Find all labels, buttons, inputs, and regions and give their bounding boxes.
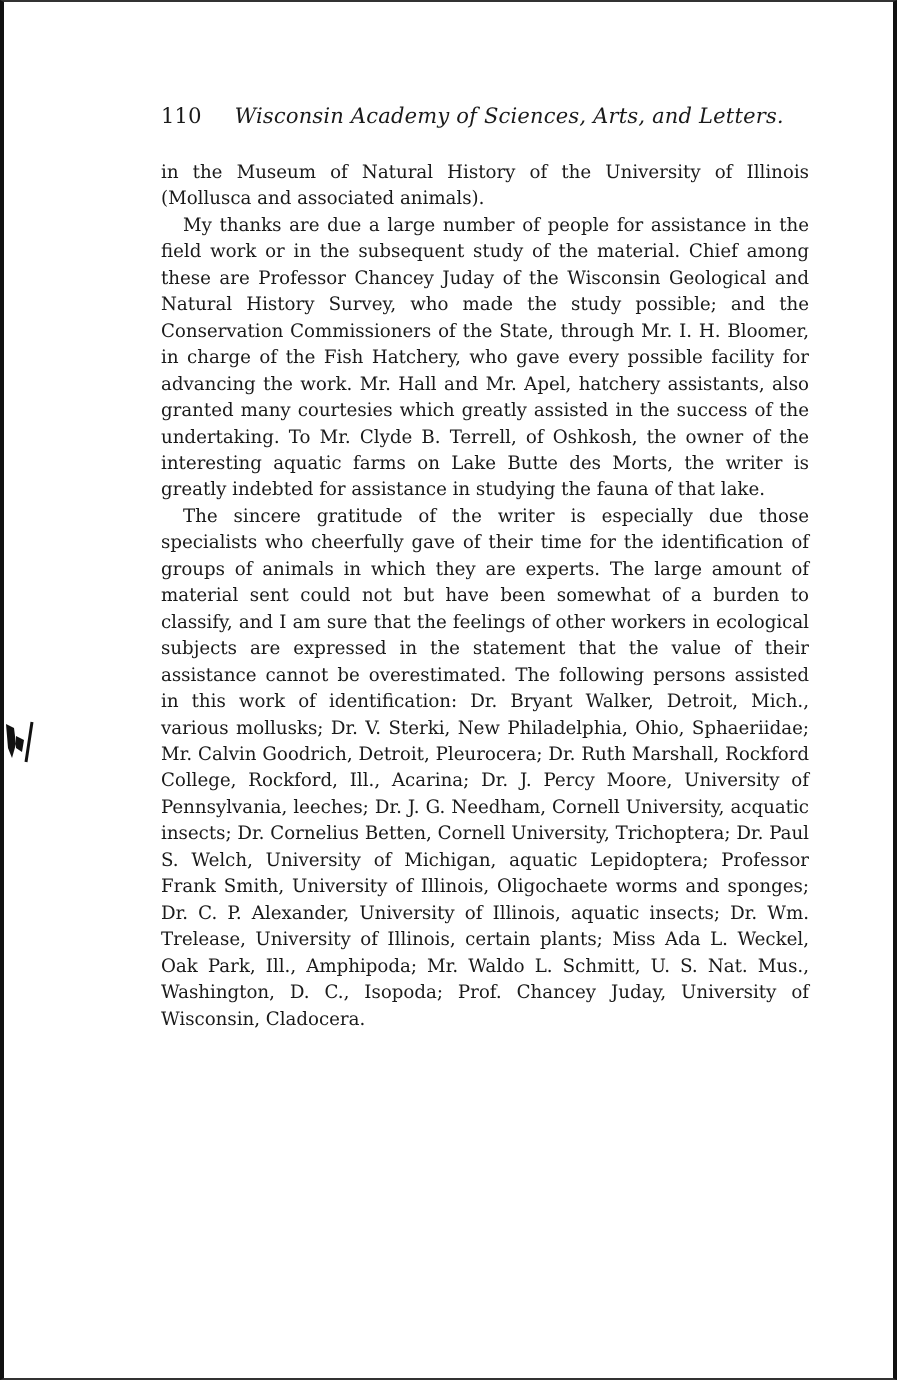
margin-mark-icon bbox=[4, 718, 38, 766]
journal-title: Wisconsin Academy of Sciences, Arts, and Letters. bbox=[234, 104, 784, 128]
page-number: 110 bbox=[161, 104, 202, 128]
running-head bbox=[161, 104, 811, 128]
paragraph-continuation: in the Museum of Natural History of the University of Illinois (Mollusca and associated animals). bbox=[161, 162, 809, 210]
paragraph-specialists: The sincere gratitude of the writer is especially due those specialists who cheerfully gave of their time for the identification of groups of animals in which they are experts. The large amount of material sent could not but have been somewhat of a burden to classify, and I am sure that the feelings of other workers in ecological subjects are expressed in the statement that the value of their assistance cannot be overestimated. The following persons assisted in this work of identification: Dr. Bryant Walker, Detroit, Mich., various mollusks; Dr. V. Sterki, New Philadelphia, Ohio, Sphaeriidae; Mr. Calvin Goodrich, Detroit, Pleurocera; Dr. Ruth Marshall, Rockford College, Rockford, Ill., Acarina; Dr. J. Percy Moore, University of Pennsylvania, leeches; Dr. J. G. Needham, Cornell University, acquatic insects; Dr. Cornelius Betten, Cornell University, Trichoptera; Dr. Paul S. Welch, University of Michigan, aquatic Lepidoptera; Professor Frank Smith, University of Illinois, Oligochaete worms and sponges; Dr. C. P. Alexander, University of Illinois, aquatic insects; Dr. Wm. Trelease, University of Illinois, certain plants; Miss Ada L. Weckel, Oak Park, Ill., Amphipoda; Mr. Waldo L. Schmitt, U. S. Nat. Mus., Washington, D. C., Isopoda; Prof. Chancey Juday, University of Wisconsin, Cladocera. bbox=[161, 505, 809, 1030]
paragraph-acknowledgments: My thanks are due a large number of people for assistance in the field work or in the subsequent study of the material. Chief among these are Professor Chancey Juday of the Wisconsin Geological and Natural History Survey, who made the study possible; and the Conservation Commissioners of the State, through Mr. I. H. Bloomer, in charge of the Fish Hatchery, who gave every possible facility for advancing the work. Mr. Hall and Mr. Apel, hatchery assistants, also granted many courtesies which greatly assisted in the success of the undertaking. To Mr. Clyde B. Terrell, of Oshkosh, the owner of the interesting aquatic farms on Lake Butte des Morts, the writer is greatly indebted for assistance in studying the fauna of that lake. bbox=[161, 214, 809, 501]
body-text bbox=[161, 160, 809, 1033]
